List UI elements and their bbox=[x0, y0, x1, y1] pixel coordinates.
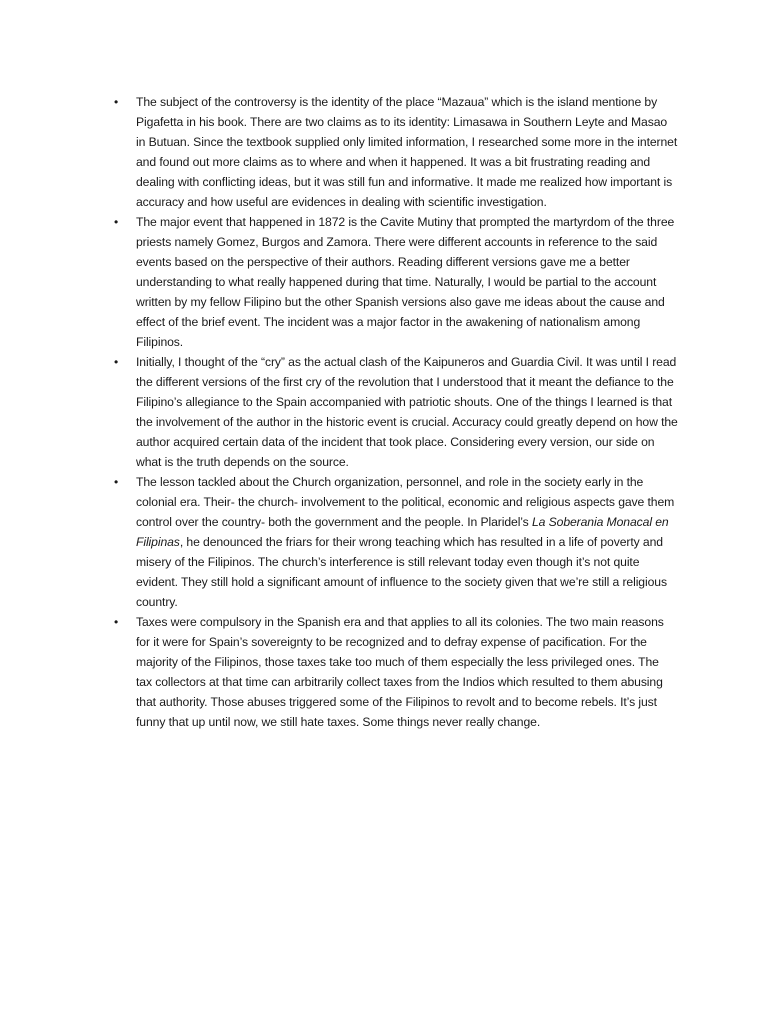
paragraph-text: The major event that happened in 1872 is the Cavite Mutiny that prompted the martyrdom of the three priests namely Gomez, Burgos and Zamora. There were different accounts in reference to the said events based on the perspective of their authors. Reading different versions gave me a better understanding to what really happened during that time. Naturally, I would be partial to the account written by my fellow Filipino but the other Spanish versions also gave me ideas about the cause and effect of the brief event. The incident was a major factor in the awakening of nationalism among Filipinos. bbox=[136, 215, 675, 349]
paragraph-text: Taxes were compulsory in the Spanish era and that applies to all its colonies. The two main reasons for it were for Spain’s sovereignty to be recognized and to defray expense of pacification. For the majority of the Filipinos, those taxes take too much of them especially the less privileged ones. The tax collectors at that time can arbitrarily collect taxes from the Indios which resulted to them abusing that authority. Those abuses triggered some of the Filipinos to revolt and to become rebels. It’s just funny that up until now, we still hate taxes. Some things never really change. bbox=[136, 615, 664, 729]
paragraph-text: The subject of the controversy is the identity of the place “Mazaua” which is the island mentione by Pigafetta in his book. There are two claims as to its identity: Limasawa in Southern Leyte and Masao in Butuan. Since the textbook supplied only limited information, I researched some more in the internet and found out more claims as to where and when it happened. It was a bit frustrating reading and dealing with conflicting ideas, but it was still fun and informative. It made me realized how important is accuracy and how useful are evidences in dealing with scientific investigation. bbox=[136, 95, 678, 209]
list-item bbox=[112, 352, 678, 472]
paragraph-text bbox=[136, 472, 678, 612]
paragraph-text-after: , he denounced the friars for their wrong teaching which has resulted in a life of poverty and misery of the Filipinos. The church’s interference is still relevant today even though it’s not quite evident. They still hold a significant amount of influence to the society given that we’re still a religious country. bbox=[136, 535, 667, 609]
list-item bbox=[112, 472, 678, 612]
bullet-list bbox=[112, 92, 678, 732]
list-item bbox=[112, 92, 678, 212]
paragraph-text: Initially, I thought of the “cry” as the actual clash of the Kaipuneros and Guardia Civil. It was until I read the different versions of the first cry of the revolution that I understood that it meant the defiance to the Filipino’s allegiance to the Spain accompanied with patriotic shouts. One of the things I learned is that the involvement of the author in the historic event is crucial. Accuracy could greatly depend on how the author acquired certain data of the incident that took place. Considering every version, our side on what is the truth depends on the source. bbox=[136, 355, 678, 469]
bullet-icon: • bbox=[114, 475, 119, 489]
paragraph-text-before: The lesson tackled about the Church organization, personnel, and role in the society early in the colonial era. Their- the church- involvement to the political, economic and religious aspects gave them control over the country- both the government and the people. In Plaridel’s bbox=[136, 475, 675, 529]
list-item bbox=[112, 612, 678, 732]
bullet-icon: • bbox=[114, 95, 119, 109]
bullet-icon: • bbox=[114, 215, 119, 229]
book-title: La Soberania Monacal en Filipinas bbox=[136, 515, 669, 549]
bullet-icon: • bbox=[114, 355, 119, 369]
bullet-icon: • bbox=[114, 615, 119, 629]
list-item bbox=[112, 212, 678, 352]
